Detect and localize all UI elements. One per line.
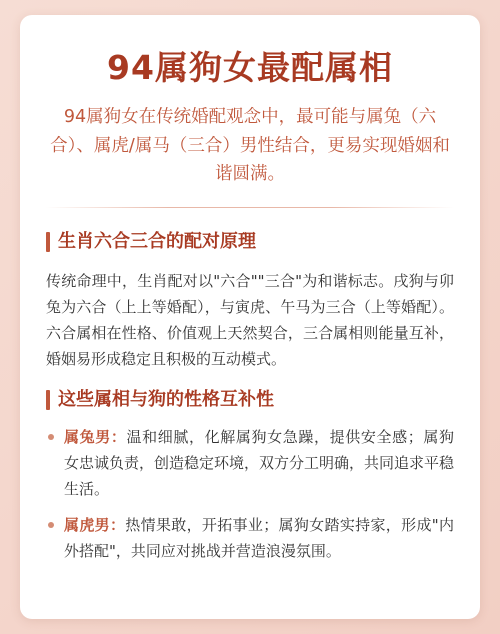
article-card: [20, 15, 480, 619]
divider: [46, 207, 454, 208]
bullet-dot-icon: [48, 434, 54, 440]
section-heading-text: 生肖六合三合的配对原理: [58, 230, 256, 252]
list-item: [46, 424, 454, 502]
section-marker: [46, 390, 50, 410]
intro-text: 94属狗女在传统婚配观念中，最可能与属兔（六合）、属虎/属马（三合）男性结合，更易实现婚姻和谐圆满。: [50, 107, 450, 184]
list-item: [46, 512, 454, 564]
item-label: 属兔男：: [64, 427, 127, 446]
section-heading-text: 这些属相与狗的性格互补性: [58, 388, 274, 410]
item-text: 温和细腻，化解属狗女急躁，提供安全感；属狗女忠诚负责，创造稳定环境，双方分工明确，共同追求平稳生活。: [64, 427, 455, 498]
page-title: 94属狗女最配属相: [107, 48, 393, 87]
item-text: 热情果敢，开拓事业；属狗女踏实持家，形成"内外搭配"，共同应对挑战并营造浪漫氛围。: [64, 515, 454, 560]
section-heading-pairing: [46, 230, 454, 254]
compatibility-list: [46, 424, 454, 564]
section-heading-complement: [46, 388, 454, 412]
section-marker: [46, 232, 50, 252]
section-paragraph: 传统命理中，生肖配对以"六合""三合"为和谐标志。戌狗与卯兔为六合（上上等婚配），与寅虎、午马为三合（上等婚配）。六合属相在性格、价值观上天然契合，三合属相则能量互补，婚姻易形成稳定且积极的互动模式。: [46, 271, 454, 368]
item-label: 属虎男：: [64, 515, 126, 534]
bullet-dot-icon: [48, 522, 54, 528]
